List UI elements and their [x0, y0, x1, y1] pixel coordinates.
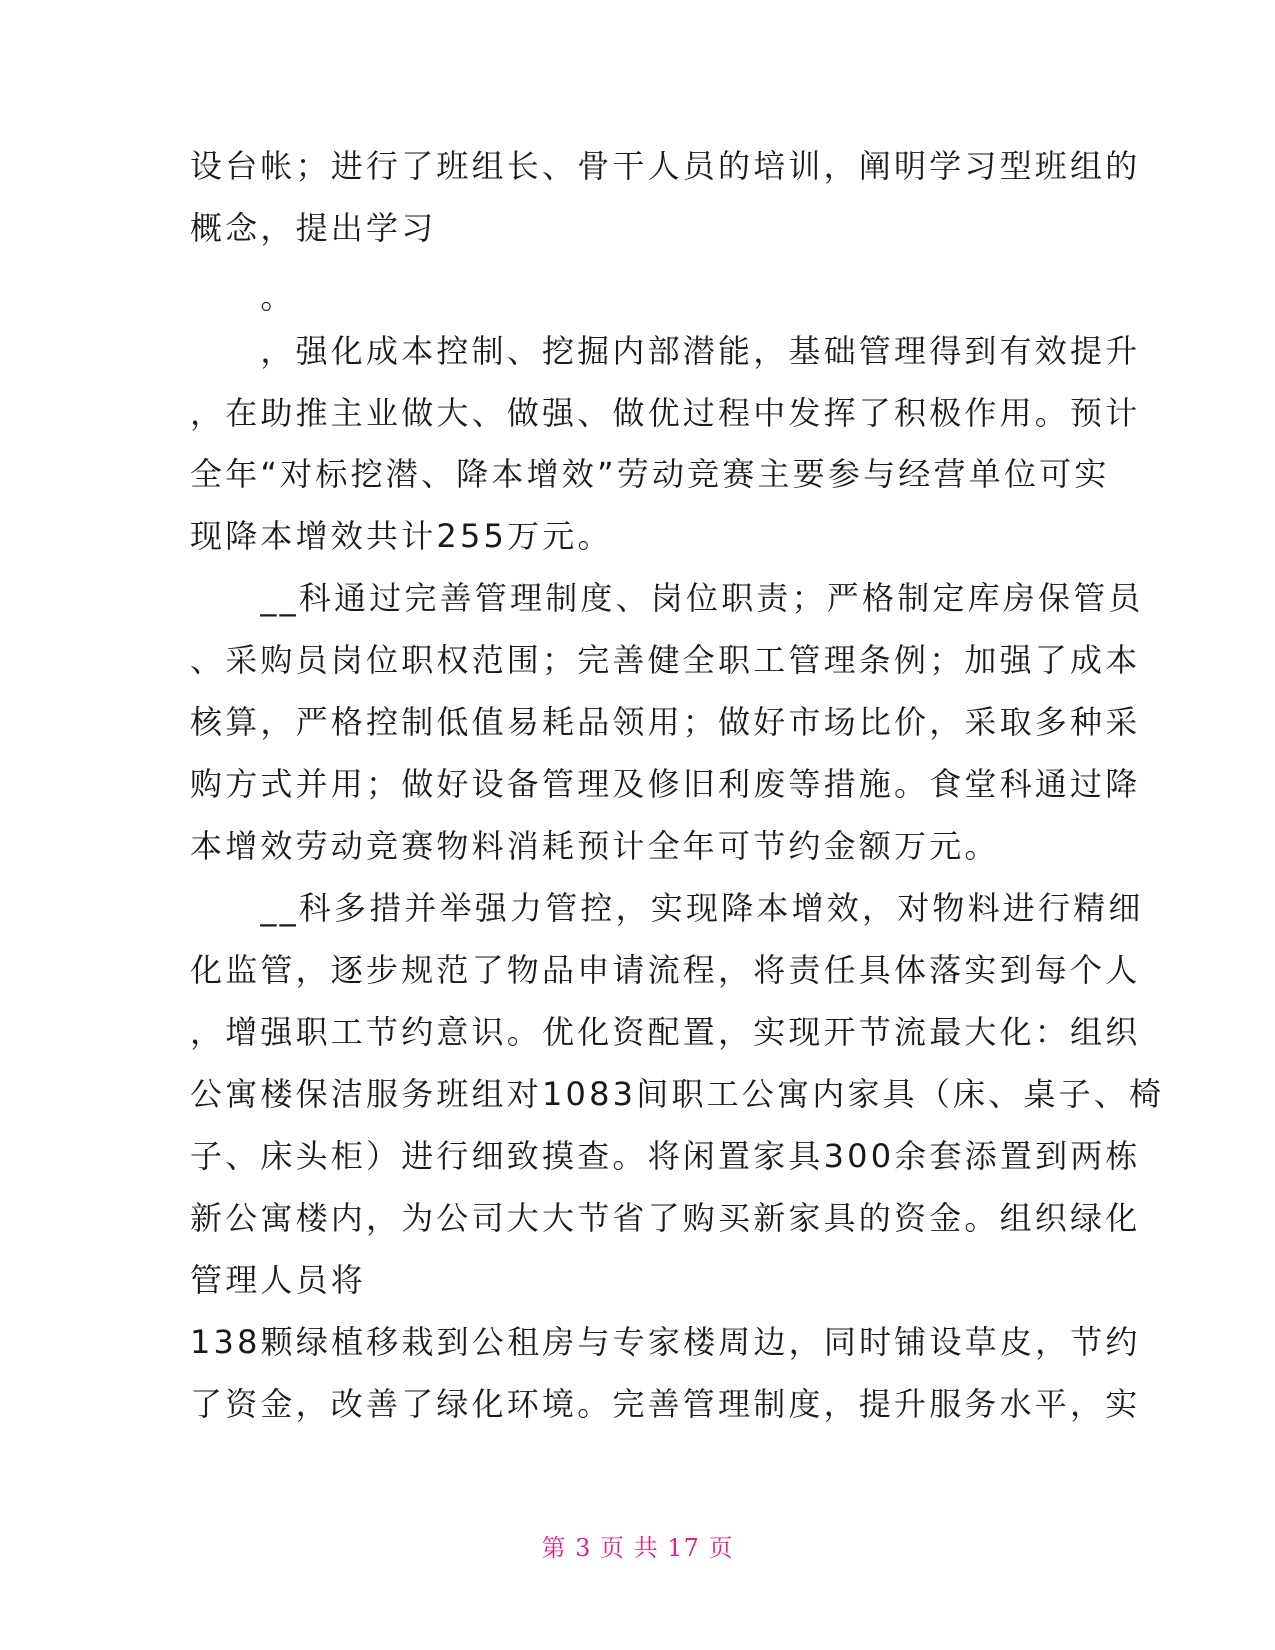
text-line: 管理人员将	[190, 1261, 367, 1299]
text-line: __科多措并举强力管控，实现降本增效，对物料进行精细	[190, 889, 1144, 927]
page-number-footer: 第 3 页 共 17 页	[541, 1534, 734, 1562]
text-line: ，增强职工节约意识。优化资配置，实现开节流最大化：组织	[190, 1013, 1141, 1051]
text-line: 公寓楼保洁服务班组对1083间职工公寓内家具（床、桌子、椅	[190, 1075, 1165, 1113]
text-line: 化监管，逐步规范了物品申请流程，将责任具体落实到每个人	[190, 951, 1141, 989]
text-line: 核算，严格控制低值易耗品领用；做好市场比价，采取多种采	[190, 703, 1141, 741]
text-line: 。	[190, 278, 296, 316]
text-line: 本增效劳动竞赛物料消耗预计全年可节约金额万元。	[190, 827, 1000, 865]
text-line: ，强化成本控制、挖掘内部潜能，基础管理得到有效提升	[190, 332, 1141, 370]
text-line: 了资金，改善了绿化环境。完善管理制度，提升服务水平，实	[190, 1385, 1141, 1423]
text-line: __科通过完善管理制度、岗位职责；严格制定库房保管员	[190, 579, 1144, 617]
text-line: 子、床头柜）进行细致摸查。将闲置家具300余套添置到两栋	[190, 1137, 1141, 1175]
text-line: 现降本增效共计255万元。	[190, 517, 613, 555]
text-line: 概念，提出学习	[190, 209, 437, 247]
text-line: 设台帐；进行了班组长、骨干人员的培训，阐明学习型班组的	[190, 147, 1141, 185]
text-line: 购方式并用；做好设备管理及修旧利废等措施。食堂科通过降	[190, 765, 1141, 803]
text-line: 、采购员岗位职权范围；完善健全职工管理条例；加强了成本	[190, 641, 1141, 679]
text-line: ，在助推主业做大、做强、做优过程中发挥了积极作用。预计	[190, 394, 1141, 432]
text-line: 新公寓楼内，为公司大大节省了购买新家具的资金。组织绿化	[190, 1199, 1141, 1237]
text-line: 138颗绿植移栽到公租房与专家楼周边，同时铺设草皮，节约	[190, 1323, 1141, 1361]
text-line: 全年“对标挖潜、降本增效”劳动竞赛主要参与经营单位可实	[190, 455, 1110, 493]
